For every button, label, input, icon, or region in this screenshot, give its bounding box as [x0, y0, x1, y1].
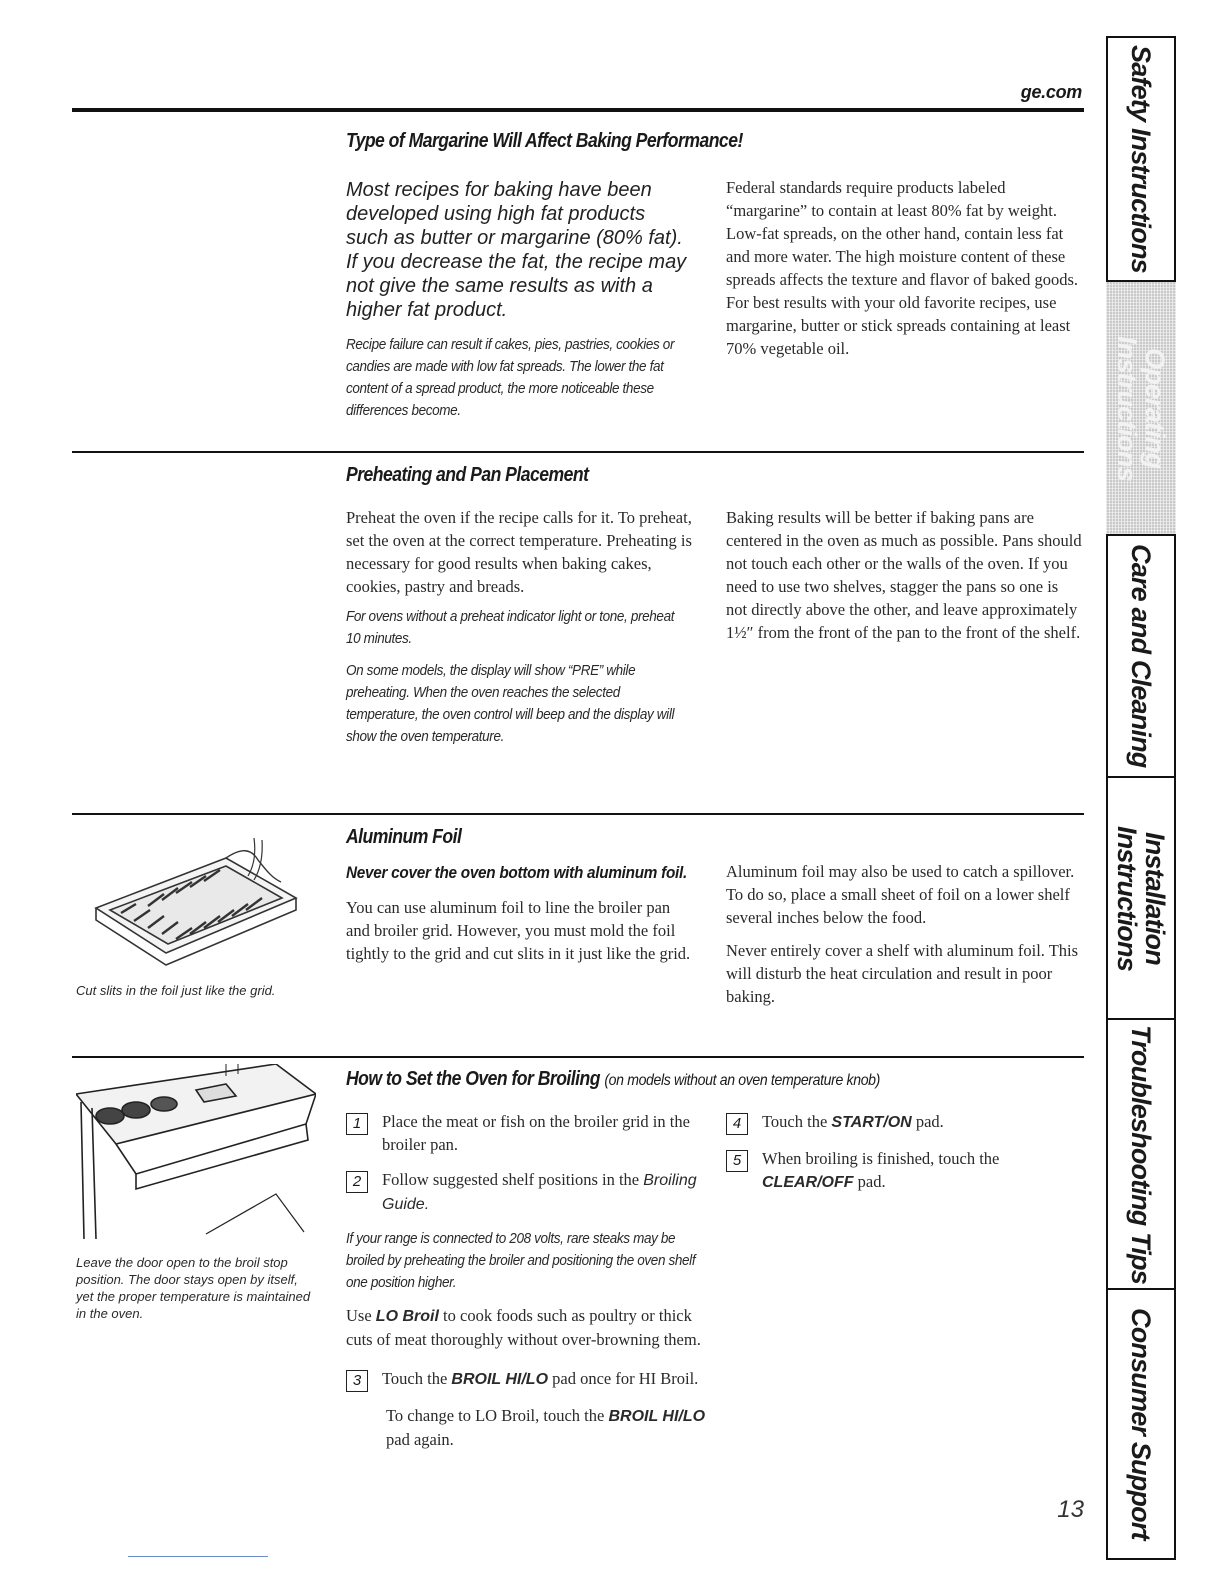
tab-troubleshooting-tips[interactable] — [1106, 1020, 1176, 1290]
step-3-followup — [386, 1404, 706, 1451]
margarine-left-column — [346, 178, 692, 422]
broil-step-1 — [346, 1110, 706, 1156]
text-part: Touch the — [382, 1369, 448, 1388]
broiling-note: If your range is connected to 208 volts, rare steaks may be broiled by preheating the broiler and positioning the oven shelf one position higher. — [346, 1230, 696, 1291]
tab-label: Safety Instructions — [1126, 45, 1156, 273]
foil-text: You can use aluminum foil to line the broiler pan and broiler grid. However, you must mold the foil tightly to the grid and cut slits in it just like the grid. — [346, 898, 691, 963]
tab-safety-instructions[interactable] — [1106, 38, 1176, 282]
preheating-note-1: For ovens without a preheat indicator light or tone, preheat 10 minutes. — [346, 608, 675, 647]
foil-heading: Aluminum Foil — [346, 826, 462, 848]
broil-hilo-key: BROIL HI/LO — [451, 1371, 549, 1388]
margarine-lead: Most recipes for baking have been developed using high fat products such as butter or margarine (80% fat). If you decrease the fat, the recipe may not give the same results as with a higher fat product. — [346, 179, 687, 321]
tab-care-and-cleaning[interactable] — [1106, 536, 1176, 778]
text-part: When broiling is finished, touch the — [762, 1149, 1000, 1168]
step-text — [382, 1168, 706, 1216]
preheating-note-2: On some models, the display will show “PRE” while preheating. When the oven reaches the selected temperature, the oven control will beep and the display will show the oven temperature. — [346, 662, 675, 745]
lo-broil-text — [346, 1304, 706, 1351]
step-number: 4 — [726, 1113, 748, 1135]
step-number: 2 — [346, 1171, 368, 1193]
tab-label: Troubleshooting Tips — [1126, 1024, 1156, 1284]
broiling-caption: Leave the door open to the broil stop position. The door stays open by itself, yet the proper temperature is maintained in the oven. — [76, 1255, 311, 1321]
broiling-guide-ref: Broiling Guide. — [382, 1172, 697, 1213]
step-text — [762, 1147, 1082, 1194]
text-part: pad. — [915, 1112, 944, 1131]
broil-step-5 — [726, 1147, 1082, 1194]
text-part: To change to LO Broil, touch the — [386, 1406, 605, 1425]
preheating-text: Preheat the oven if the recipe calls for it. To preheat, set the oven at the correct temperature. Preheating is necessary for good results when baking cakes, cookies, pastry and breads. — [346, 508, 692, 596]
broiling-title: How to Set the Oven for Broiling — [346, 1068, 600, 1090]
tab-operating-instructions[interactable] — [1106, 282, 1176, 536]
broiler-pan-foil-drawing — [76, 818, 316, 968]
broiling-heading — [346, 1068, 880, 1091]
step-text — [762, 1110, 944, 1135]
footer-line — [128, 1556, 268, 1557]
broil-step-4 — [726, 1110, 1082, 1135]
broiler-pan-foil-illustration — [76, 818, 316, 968]
broiling-left-column — [346, 1110, 706, 1451]
broil-step-2 — [346, 1168, 706, 1216]
tab-label: Consumer Support — [1126, 1308, 1156, 1540]
section-rule — [72, 1056, 1084, 1058]
preheating-heading: Preheating and Pan Placement — [346, 464, 589, 486]
tab-label: Installation Instructions — [1112, 825, 1170, 971]
margarine-right-text: Federal standards require products labeled “margarine” to contain at least 80% fat by weight. Low-fat spreads, on the other hand, contain less fat and more water. The high moisture content of these spreads affects the texture and flavor of baked goods. For best results with your old favorite recipes, use margarine, butter or stick spreads containing at least 70% vegetable oil. — [726, 178, 1079, 358]
section-rule — [72, 451, 1084, 453]
clear-off-key: CLEAR/OFF — [762, 1174, 854, 1191]
broiling-right-column — [726, 1110, 1082, 1206]
start-on-key: START/ON — [831, 1114, 912, 1131]
step-text-part: Follow suggested shelf positions in the — [382, 1170, 640, 1189]
foil-warning: Never cover the oven bottom with aluminum foil. — [346, 863, 687, 882]
broil-step-3 — [346, 1367, 706, 1392]
oven-door-drawing — [76, 1064, 316, 1244]
text-part: pad again. — [386, 1430, 454, 1449]
text-part: pad once for HI Broil. — [552, 1369, 699, 1388]
tab-consumer-support[interactable] — [1106, 1290, 1176, 1558]
tab-installation-instructions[interactable] — [1106, 778, 1176, 1020]
foil-left-column — [346, 862, 692, 965]
tab-label: Operating Instructions — [1112, 335, 1170, 481]
preheating-left-column — [346, 506, 692, 748]
lo-broil-key: LO Broil — [375, 1308, 439, 1325]
text-part: to cook foods such as poultry or thick cuts of meat thoroughly without over-browning them. — [346, 1306, 701, 1349]
step-text — [382, 1367, 698, 1392]
step-number: 3 — [346, 1370, 368, 1392]
text-part: pad. — [857, 1172, 886, 1191]
foil-right-text-2: Never entirely cover a shelf with aluminum foil. This will disturb the heat circulation and result in poor baking. — [726, 941, 1079, 1006]
site-url: ge.com — [1020, 82, 1082, 102]
tab-label: Care and Cleaning — [1126, 544, 1156, 768]
text-part: Touch the — [762, 1112, 828, 1131]
preheating-right-column — [726, 506, 1082, 644]
text-part: Use — [346, 1306, 372, 1325]
top-rule — [72, 108, 1084, 112]
broiling-subtitle: (on models without an oven temperature knob) — [604, 1072, 881, 1089]
margarine-heading: Type of Margarine Will Affect Baking Performance! — [346, 130, 743, 152]
preheating-right-text: Baking results will be better if baking pans are centered in the oven as much as possible. Pans should not touch each other or the walls of the oven. If you need to use two shelves, stagger the pans so one is not directly above the other, and leave approximately 1½″ from the front of the pan to the front of the shelf. — [726, 508, 1082, 642]
page-number: 13 — [1057, 1496, 1084, 1523]
oven-door-broil-illustration — [76, 1064, 316, 1244]
foil-caption: Cut slits in the foil just like the grid. — [76, 983, 276, 998]
section-rule — [72, 813, 1084, 815]
step-text: Place the meat or fish on the broiler grid in the broiler pan. — [382, 1112, 690, 1154]
margarine-right-column — [726, 176, 1082, 360]
margarine-note: Recipe failure can result if cakes, pies, pastries, cookies or candies are made with low fat spreads. The lower the fat content of a spread product, the more noticeable these differences become. — [346, 336, 675, 419]
broil-hilo-key: BROIL HI/LO — [608, 1408, 706, 1425]
step-number: 5 — [726, 1150, 748, 1172]
foil-right-column — [726, 860, 1082, 1008]
foil-right-text-1: Aluminum foil may also be used to catch a spillover. To do so, place a small sheet of foil on a lower shelf several inches below the food. — [726, 862, 1075, 927]
step-number: 1 — [346, 1113, 368, 1135]
